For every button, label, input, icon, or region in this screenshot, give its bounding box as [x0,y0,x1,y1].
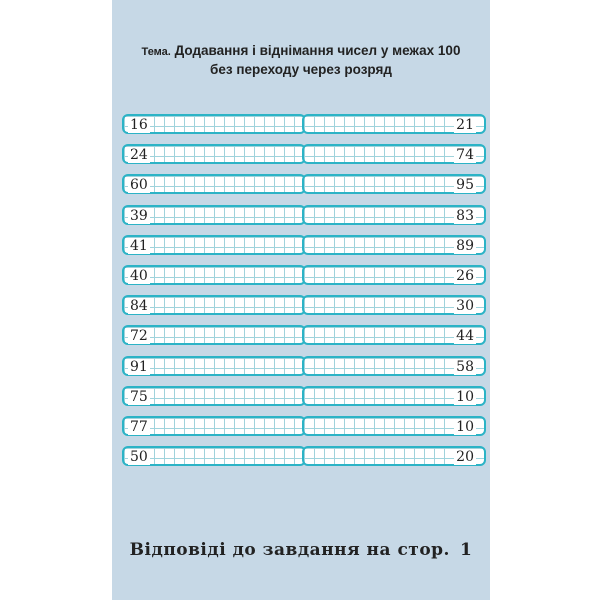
left-answer-cell[interactable] [122,416,306,436]
right-answer-number: 89 [456,237,474,254]
right-answer-number: 10 [456,419,474,435]
left-answer-number: 41 [130,237,148,254]
right-answer-cell[interactable] [302,386,486,406]
right-answer-cell[interactable] [302,144,486,164]
left-answer-cell[interactable] [122,144,306,164]
left-answer-number: 77 [130,419,148,435]
answer-row [112,265,490,285]
topic-title: Додавання і віднімання чисел у межах 100 [170,43,461,58]
left-answer-cell[interactable] [122,325,306,345]
left-answer-cell[interactable] [122,446,306,466]
left-answer-cell[interactable] [122,114,306,134]
right-answer-cell[interactable] [302,205,486,225]
right-answer-cell[interactable] [302,356,486,376]
answer-row [112,295,490,315]
answer-row [112,446,490,466]
answer-row [112,416,490,436]
answer-row [112,356,490,376]
right-answer-number: 74 [456,147,474,164]
left-answer-number: 50 [130,449,148,466]
right-answer-cell[interactable] [302,174,486,194]
footer [112,540,490,560]
left-answer-number: 39 [130,207,148,224]
right-answer-number: 30 [456,298,474,315]
left-answer-number: 75 [130,388,148,405]
answer-row [112,386,490,406]
right-answer-number: 95 [456,177,474,194]
right-answer-cell[interactable] [302,235,486,255]
title-line-1 [112,44,490,58]
right-answer-cell[interactable] [302,325,486,345]
answer-row [112,174,490,194]
left-answer-cell[interactable] [122,295,306,315]
left-answer-number: 72 [130,328,148,345]
answer-row [112,205,490,225]
right-answer-number: 21 [456,117,474,133]
right-answer-number: 20 [456,449,474,466]
right-answer-number: 83 [456,207,474,224]
footer-text: Відповіді до завдання на стор. [129,540,450,560]
left-answer-cell[interactable] [122,386,306,406]
right-answer-cell[interactable] [302,295,486,315]
title-line-2: без переходу через розряд [210,62,392,77]
right-answer-number: 58 [456,358,474,375]
right-answer-cell[interactable] [302,265,486,285]
left-answer-number: 84 [130,298,148,315]
worksheet-page [112,0,490,600]
left-answer-number: 60 [130,177,148,194]
right-answer-cell[interactable] [302,446,486,466]
topic-label: Тема. [141,46,171,58]
left-answer-number: 24 [130,147,148,164]
right-answer-cell[interactable] [302,416,486,436]
answer-row [112,144,490,164]
answer-row [112,325,490,345]
left-answer-number: 40 [130,268,148,284]
left-answer-cell[interactable] [122,174,306,194]
left-answer-cell[interactable] [122,356,306,376]
left-answer-number: 16 [130,117,148,133]
left-answer-cell[interactable] [122,205,306,225]
answer-row [112,114,490,134]
left-answer-cell[interactable] [122,265,306,285]
left-answer-cell[interactable] [122,235,306,255]
right-answer-cell[interactable] [302,114,486,134]
right-answer-number: 44 [456,328,474,345]
right-answer-number: 26 [456,268,474,284]
footer-page-number: 1 [459,540,473,560]
left-answer-number: 91 [130,358,148,375]
answer-row [112,235,490,255]
right-answer-number: 10 [456,388,474,405]
